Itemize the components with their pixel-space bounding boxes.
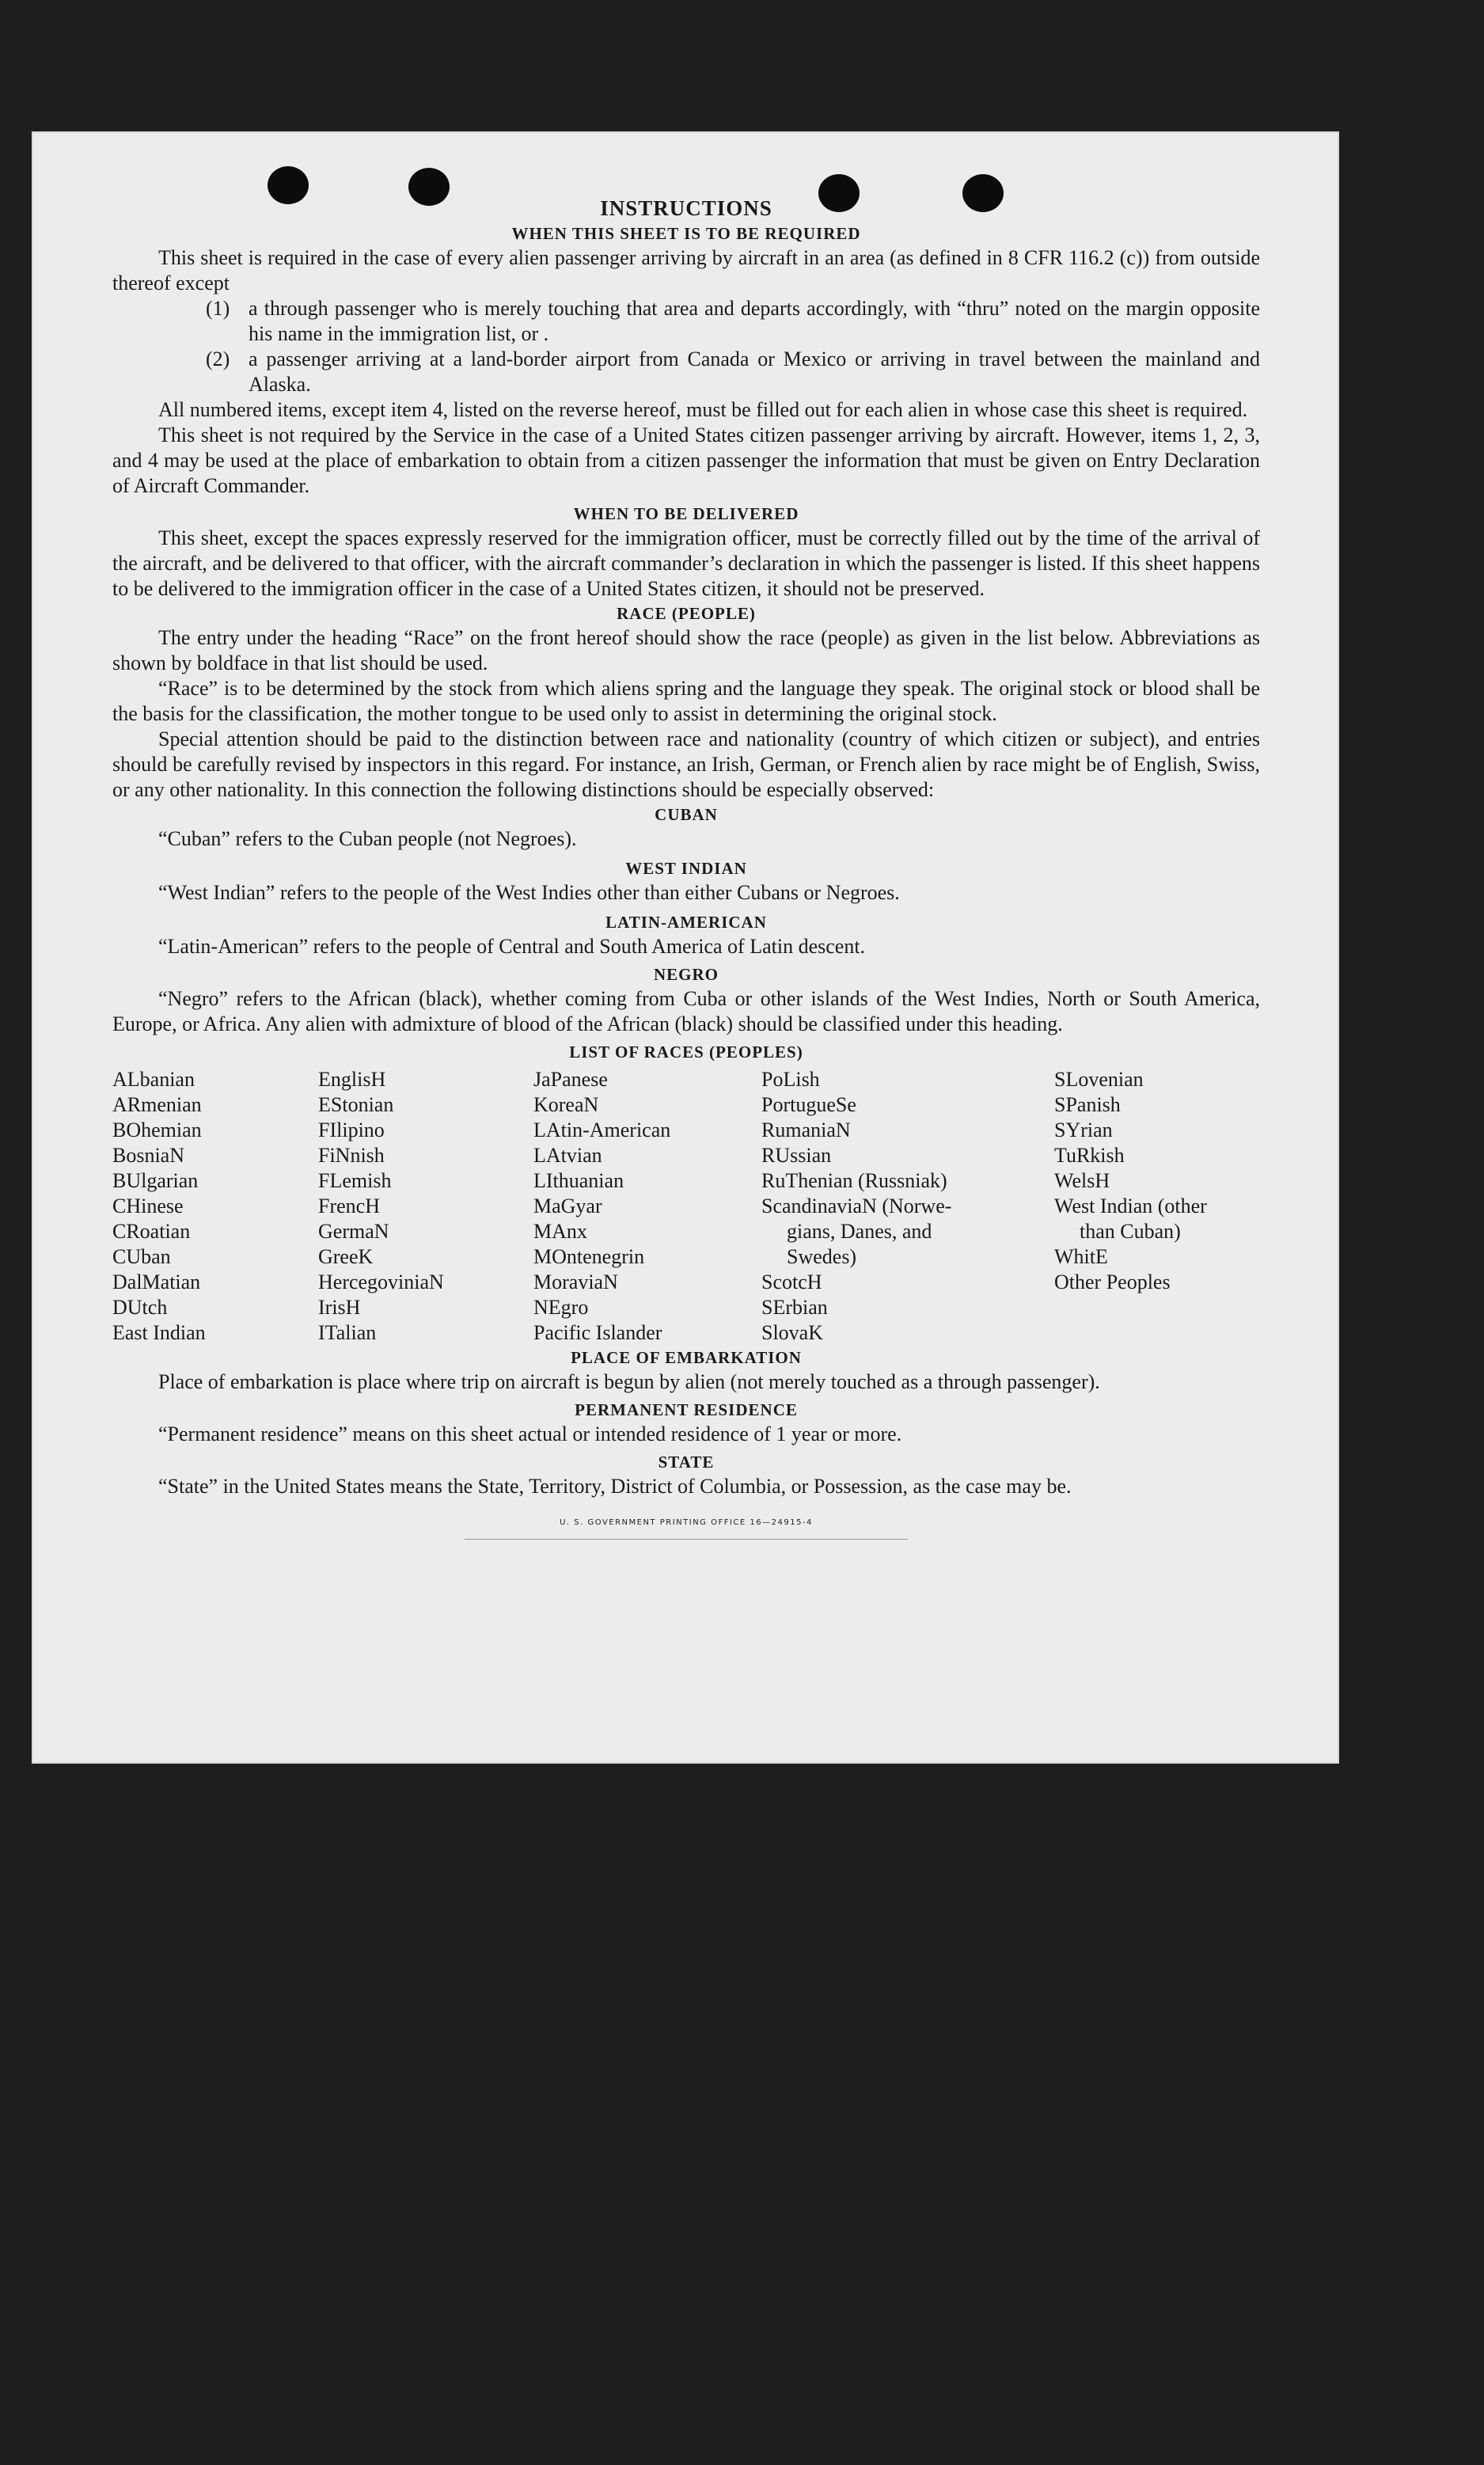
section-heading-residence: PERMANENT RESIDENCE [575, 1400, 798, 1419]
race-entry: TuRkish [1054, 1144, 1125, 1167]
item-text: a through passenger who is merely touching that area and departs accordingly, with “thru” noted on the margin opposite his name in the immigration list, or . [249, 297, 1260, 345]
race-entry: Pacific Islander [533, 1321, 662, 1344]
numbered-items-paragraph: All numbered items, except item 4, listed on the reverse hereof, must be filled out for each alien in whose case this sheet is required. [158, 398, 1248, 421]
item-number: (1) [206, 297, 230, 320]
race-entry: GermaN [318, 1220, 389, 1243]
race-entry: DalMatian [112, 1270, 201, 1293]
race-entry: DUtch [112, 1296, 168, 1319]
race-entry: SPanish [1054, 1093, 1121, 1116]
race-entry-continued: Swedes) [787, 1245, 857, 1268]
race-entry: BUlgarian [112, 1169, 199, 1192]
item-text: a passenger arriving at a land-border airport from Canada or Mexico or arriving in travel between the mainland and Alaska. [249, 348, 1260, 396]
latin-american-paragraph: “Latin-American” refers to the people of Central and South America of Latin descent. [158, 935, 866, 958]
race-paragraph: The entry under the heading “Race” on the front hereof should show the race (people) as given in the list below. Abbreviations as shown by boldface in that list should be used. [112, 626, 1260, 674]
page-title: INSTRUCTIONS [600, 196, 772, 220]
race-entry: PoLish [761, 1068, 820, 1091]
section-heading-embarkation: PLACE OF EMBARKATION [571, 1348, 802, 1367]
race-entry: RumaniaN [761, 1119, 851, 1141]
race-entry: SYrian [1054, 1119, 1113, 1141]
race-entry: LAtin-American [533, 1119, 671, 1141]
race-column [318, 1067, 444, 1346]
race-entry: EStonian [318, 1093, 394, 1116]
race-entry: MaGyar [533, 1195, 602, 1217]
race-entry: WelsH [1054, 1169, 1110, 1192]
race-entry: FiNnish [318, 1144, 385, 1167]
race-entry: MoraviaN [533, 1270, 618, 1293]
race-entry: IrisH [318, 1296, 361, 1319]
race-entry: Other Peoples [1054, 1270, 1171, 1293]
instructions-text [112, 195, 1260, 1540]
exception-item [112, 347, 1260, 397]
race-entry: MOntenegrin [533, 1245, 645, 1268]
race-entry: FrencH [318, 1195, 380, 1217]
section-heading-race-list: LIST OF RACES (PEOPLES) [569, 1043, 803, 1062]
race-column [1054, 1067, 1207, 1295]
printing-office-imprint: U. S. GOVERNMENT PRINTING OFFICE 16—24915-4 [560, 1518, 813, 1527]
race-entry: CUban [112, 1245, 171, 1268]
citizen-paragraph: This sheet is not required by the Service in the case of a United States citizen passenger arriving by aircraft. However, items 1, 2, 3, and 4 may be used at the place of embarkation to obtain from a citizen passenger the information that must be given on Entry Declaration of Aircraft Commander. [112, 423, 1260, 497]
race-entry: NEgro [533, 1296, 589, 1319]
section-heading-cuban: CUBAN [655, 805, 718, 824]
section-heading-delivered: WHEN TO BE DELIVERED [573, 504, 799, 523]
race-entry: West Indian (other [1054, 1195, 1207, 1217]
section-heading-latin-american: LATIN-AMERICAN [605, 913, 767, 932]
race-entry: LIthuanian [533, 1169, 624, 1192]
race-entry: GreeK [318, 1245, 374, 1268]
race-entry: CRoatian [112, 1220, 191, 1243]
state-paragraph: “State” in the United States means the State, Territory, District of Columbia, or Possession, as the case may be. [158, 1475, 1072, 1498]
race-entry: RuThenian (Russniak) [761, 1169, 947, 1192]
required-intro: This sheet is required in the case of every alien passenger arriving by aircraft in an area (as defined in 8 CFR 116.2 (c)) from outside thereof except [112, 246, 1260, 294]
race-entry: ALbanian [112, 1068, 195, 1091]
section-heading-west-indian: WEST INDIAN [625, 859, 747, 878]
race-entry: ScandinaviaN (Norwe- [761, 1195, 952, 1217]
residence-paragraph: “Permanent residence” means on this sheet actual or intended residence of 1 year or more. [158, 1422, 902, 1445]
race-entry-continued: than Cuban) [1080, 1220, 1181, 1243]
footer-rule [465, 1539, 908, 1540]
negro-paragraph: “Negro” refers to the African (black), whether coming from Cuba or other islands of the West Indies, North or South America, Europe, or Africa. Any alien with admixture of blood of the African (black) should be classified under this heading. [112, 987, 1260, 1035]
race-entry: SErbian [761, 1296, 828, 1319]
west-indian-paragraph: “West Indian” refers to the people of the West Indies other than either Cubans or Negroes. [158, 881, 900, 904]
delivered-paragraph: This sheet, except the spaces expressly reserved for the immigration officer, must be correctly filled out by the time of the arrival of the aircraft, and be delivered to that officer, with the aircraft commander’s declaration in which the passenger is listed. If this sheet happens to be delivered to the immigration officer in the case of a United States citizen, it should not be preserved. [112, 526, 1260, 600]
race-list [112, 1067, 1260, 1346]
race-entry: RUssian [761, 1144, 832, 1167]
race-column [761, 1067, 951, 1346]
race-entry: FLemish [318, 1169, 392, 1192]
race-entry: BosniaN [112, 1144, 184, 1167]
race-entry: JaPanese [533, 1068, 608, 1091]
race-entry: LAtvian [533, 1144, 602, 1167]
race-entry: WhitE [1054, 1245, 1108, 1268]
race-entry: PortugueSe [761, 1093, 856, 1116]
race-entry: MAnx [533, 1220, 587, 1243]
section-heading-race: RACE (PEOPLE) [617, 604, 756, 623]
race-entry: CHinese [112, 1195, 184, 1217]
cuban-paragraph: “Cuban” refers to the Cuban people (not Negroes). [158, 827, 577, 850]
race-entry: East Indian [112, 1321, 206, 1344]
race-entry: ITalian [318, 1321, 377, 1344]
exception-item [112, 296, 1260, 347]
embarkation-paragraph: Place of embarkation is place where trip on aircraft is begun by alien (not merely touched as a through passenger). [158, 1370, 1100, 1393]
race-entry: KoreaN [533, 1093, 599, 1116]
section-heading-required: WHEN THIS SHEET IS TO BE REQUIRED [511, 224, 861, 243]
race-entry: ARmenian [112, 1093, 202, 1116]
race-entry: HercegoviniaN [318, 1270, 444, 1293]
section-heading-state: STATE [658, 1453, 715, 1472]
section-heading-negro: NEGRO [653, 965, 719, 984]
race-column [533, 1067, 670, 1346]
race-column [112, 1067, 206, 1346]
race-entry: BOhemian [112, 1119, 202, 1141]
race-paragraph: Special attention should be paid to the distinction between race and nationality (country of which citizen or subject), and entries should be carefully revised by inspectors in this regard. For instance, an Irish, German, or French alien by race might be of English, Swiss, or any other nationality. In this connection the following distinctions should be especially observed: [112, 727, 1260, 801]
race-entry: ScotcH [761, 1270, 822, 1293]
instruction-sheet [33, 133, 1338, 1762]
race-entry: SlovaK [761, 1321, 823, 1344]
race-entry-continued: gians, Danes, and [787, 1220, 932, 1243]
race-entry: SLovenian [1054, 1068, 1144, 1091]
race-paragraph: “Race” is to be determined by the stock from which aliens spring and the language they speak. The original stock or blood shall be the basis for the classification, the mother tongue to be used only to assist in determining the original stock. [112, 677, 1260, 725]
race-entry: FIlipino [318, 1119, 385, 1141]
race-entry: EnglisH [318, 1068, 386, 1091]
item-number: (2) [206, 348, 230, 370]
